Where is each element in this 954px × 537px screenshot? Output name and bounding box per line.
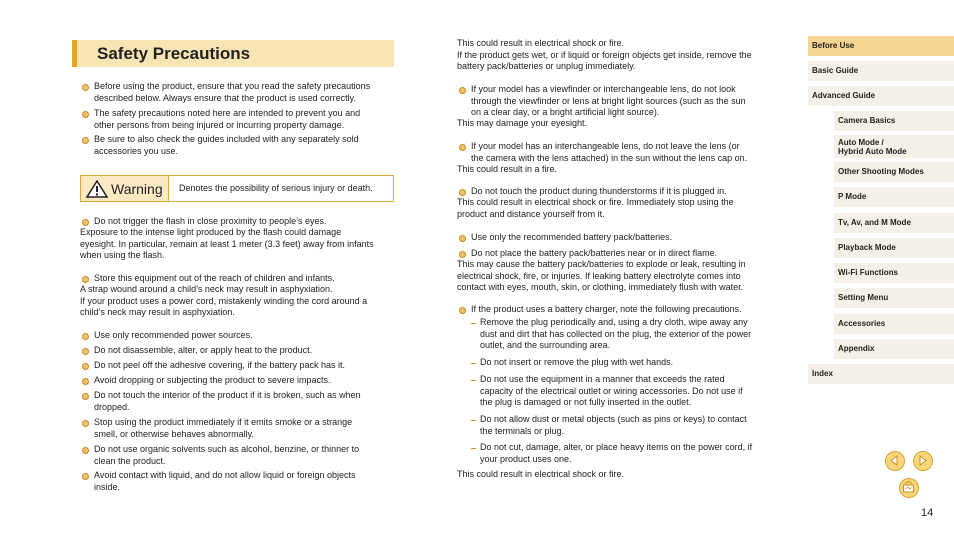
nav-before-use[interactable]: Before Use [808,36,954,56]
sub-bullet-icon [471,321,476,324]
bullet-icon [459,87,466,94]
bullet-icon [82,393,89,400]
bullet-icon [82,348,89,355]
flash-warning-heading: Do not trigger the flash in close proximity to people’s eyes. [94,216,327,226]
list-item: Avoid dropping or subjecting the product to severe impacts. [94,375,331,385]
list-item: Use only recommended power sources. [94,330,253,340]
page-number: 14 [921,507,934,519]
nav-auto-mode[interactable] [834,135,954,158]
charger-item: Do not insert or remove the plug with wet hands. [480,357,674,367]
bullet-icon [82,473,89,480]
intro-bullet-3: Be sure to also check the guides included with any separately sold accessories you use. [94,134,359,156]
list-item: Avoid contact with liquid, and do not allow liquid or foreign objects inside. [94,470,356,492]
viewfinder-warning: If your model has a viewfinder or interchangeable lens, do not look through the viewfinder or lens at bright light sources (such as the sun on a clear day, or a bright artificial light source). [471,84,746,117]
previous-page-button[interactable] [885,451,905,471]
nav-other-shooting-modes[interactable]: Other Shooting Modes [834,162,954,182]
flash-warning-body: Exposure to the intense light produced by the flash could damage eyesight. In particular, remain at least 1 meter (3.3 feet) away from infants when using the flash. [80,227,374,260]
charger-item: Do not allow dust or metal objects (such as pins or keys) to contact the terminals or plug. [480,414,747,436]
right-bottom-text: This could result in electrical shock or fire. [457,469,625,479]
charger-heading: If the product uses a battery charger, note the following precautions. [471,304,742,314]
nav-playback-mode[interactable]: Playback Mode [834,238,954,258]
nav-auto-mode-line1: Auto Mode / [838,138,884,147]
nav-camera-basics[interactable]: Camera Basics [834,111,954,131]
nav-setting-menu[interactable]: Setting Menu [834,288,954,308]
battery-recommend: Use only the recommended battery pack/batteries. [471,232,673,242]
page-title-bar [72,40,394,67]
bullet-icon [459,235,466,242]
bullet-icon [459,251,466,258]
next-page-button[interactable] [913,451,933,471]
viewfinder-consequence: This may damage your eyesight. [457,118,588,128]
bullet-icon [82,219,89,226]
bullet-icon [459,189,466,196]
warning-label: Warning [111,181,163,197]
return-button[interactable] [899,478,919,498]
bullet-icon [82,137,89,144]
bullet-icon [82,111,89,118]
warning-triangle-icon [86,180,108,198]
nav-tv-av-m-mode[interactable]: Tv, Av, and M Mode [834,213,954,233]
bullet-icon [82,363,89,370]
arrow-left-icon [886,452,903,469]
nav-p-mode[interactable]: P Mode [834,187,954,207]
bullet-icon [82,378,89,385]
bullet-icon [82,276,89,283]
list-item: Do not disassemble, alter, or apply heat to the product. [94,345,313,355]
list-item: Do not touch the interior of the product if it is broken, such as when dropped. [94,390,361,412]
flame-warning: Do not place the battery pack/batteries near or in direct flame. [471,248,718,258]
charger-item: Do not cut, damage, alter, or place heavy items on the power cord, if your product uses one. [480,442,753,464]
right-top-text: This could result in electrical shock or fire. If the product gets wet, or if liquid or foreign objects get inside, remove the battery pack/batteries or unplug immediately. [457,38,752,71]
sub-bullet-icon [471,446,476,449]
nav-basic-guide[interactable]: Basic Guide [808,61,954,81]
sub-bullet-icon [471,378,476,381]
page-title: Safety Precautions [97,44,251,63]
list-item: Stop using the product immediately if it emits smoke or a strange smell, or otherwise behaves abnormally. [94,417,353,439]
lens-consequence: This could result in a fire. [457,164,558,174]
return-icon [900,479,917,496]
bullet-icon [82,447,89,454]
warning-legend [80,175,394,202]
nav-auto-mode-line2: Hybrid Auto Mode [838,147,907,156]
thunderstorm-consequence: This could result in electrical shock or fire. Immediately stop using the product and distance yourself from it. [457,197,734,219]
nav-advanced-guide[interactable]: Advanced Guide [808,86,954,106]
sub-bullet-icon [471,418,476,421]
sub-bullet-icon [471,361,476,364]
intro-bullet-1: Before using the product, ensure that you read the safety precautions described below. Always ensure that the product is used correctly. [94,81,371,103]
bullet-icon [459,307,466,314]
bullet-icon [459,144,466,151]
bullet-icon [82,420,89,427]
charger-item: Remove the plug periodically and, using a dry cloth, wipe away any dust and dirt that has collected on the plug, the exterior of the power outlet, and the surrounding area. [480,317,752,350]
bullet-icon [82,333,89,340]
lens-warning: If your model has an interchangeable lens, do not leave the lens (or the camera with the lens attached) in the sun without the lens cap on. [471,141,748,163]
nav-appendix[interactable]: Appendix [834,339,954,359]
list-item: Do not use organic solvents such as alcohol, benzine, or thinner to clean the product. [94,444,360,466]
bullet-icon [82,84,89,91]
nav-accessories[interactable]: Accessories [834,314,954,334]
warning-description: Denotes the possibility of serious injury or death. [179,183,373,193]
children-warning-body: A strap wound around a child’s neck may result in asphyxiation. If your product uses a power cord, mistakenly winding the cord around a child’s neck may result in asphyxiation. [80,284,368,317]
thunderstorm-warning: Do not touch the product during thunderstorms if it is plugged in. [471,186,727,196]
nav-index[interactable]: Index [808,364,954,384]
flame-consequence: This may cause the battery pack/batteries to explode or leak, resulting in electrical shock, fire, or injuries. If leaking battery electrolyte comes into contact with eyes, mouth, skin, or clothing, immediately flush with water. [457,259,746,292]
arrow-right-icon [914,452,931,469]
nav-wifi-functions[interactable]: Wi-Fi Functions [834,263,954,283]
charger-item: Do not use the equipment in a manner that exceeds the rated capacity of the electrical outlet or wiring accessories. Do not use if the plug is damaged or not fully inserted in the outlet. [480,374,743,407]
list-item: Do not peel off the adhesive covering, if the battery pack has it. [94,360,345,370]
intro-bullet-2: The safety precautions noted here are intended to prevent you and other persons from being injured or incurring property damage. [94,108,361,130]
children-warning-heading: Store this equipment out of the reach of children and infants. [94,273,335,283]
